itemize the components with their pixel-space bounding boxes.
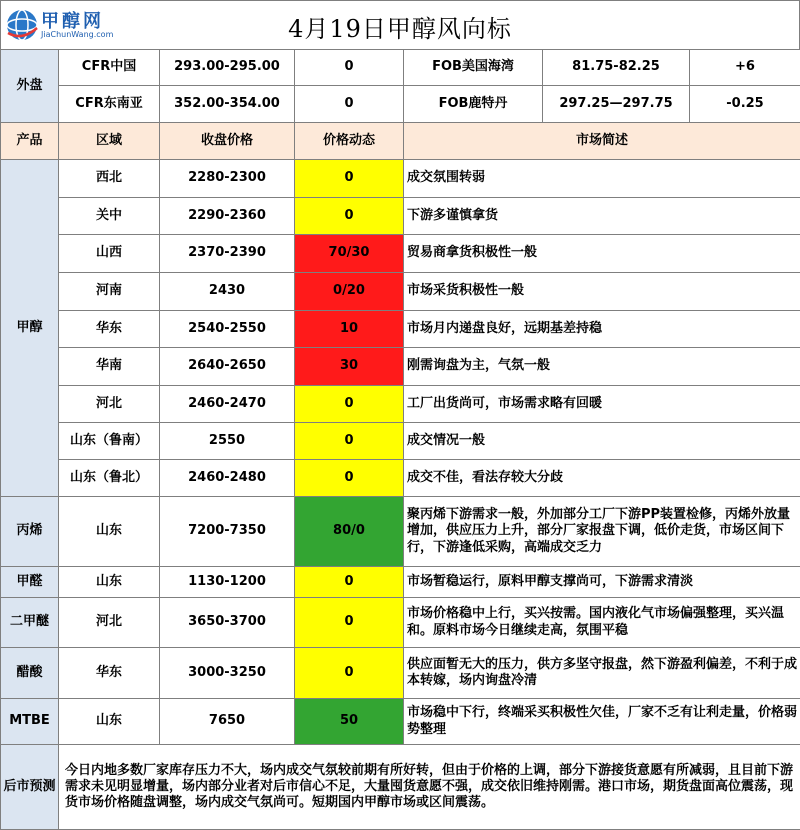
region-cell: 山东 [59,699,160,745]
product-row [1,648,800,699]
summary-cell: 工厂出货尚可，市场需求略有回暖 [404,386,800,423]
change-cell: 0 [295,460,404,497]
change-cell: 0 [295,160,404,198]
price-cell: 2280-2300 [160,160,295,198]
change-cell: 0 [295,598,404,648]
header-region: 区域 [59,123,160,160]
foreign-row [1,86,800,123]
region-cell: 山东（鲁南） [59,423,160,460]
price-cell: 1130-1200 [160,567,295,598]
summary-cell: 市场采货积极性一般 [404,273,800,311]
foreign-name: CFR东南亚 [59,86,160,123]
summary-cell: 市场暂稳运行，原料甲醇支撑尚可，下游需求清淡 [404,567,800,598]
methanol-row [1,460,800,497]
summary-cell: 成交情况一般 [404,423,800,460]
price-cell: 2540-2550 [160,311,295,348]
price-cell: 7650 [160,699,295,745]
header-product: 产品 [1,123,59,160]
region-cell: 山东 [59,567,160,598]
change-cell: 0 [295,386,404,423]
forecast-label: 后市预测 [1,745,59,830]
logo-name: 甲醇网 [41,7,104,33]
foreign-name: FOB美国海湾 [404,50,543,86]
change-cell: 30 [295,348,404,386]
foreign-label: 外盘 [1,50,59,123]
summary-cell: 供应面暂无大的压力，供方多坚守报盘，然下游盈利偏差，不利于成本转嫁，场内询盘冷清 [404,648,800,699]
product-cell: MTBE [1,699,59,745]
product-cell: 甲醛 [1,567,59,598]
change-cell: 10 [295,311,404,348]
price-cell: 2370-2390 [160,235,295,273]
foreign-price: 81.75-82.25 [543,50,690,86]
change-cell: 0 [295,648,404,699]
product-methanol: 甲醇 [1,160,59,497]
price-cell: 2430 [160,273,295,311]
methanol-row [1,160,800,198]
methanol-row [1,423,800,460]
region-cell: 河南 [59,273,160,311]
foreign-price: 293.00-295.00 [160,50,295,86]
methanol-row [1,311,800,348]
foreign-change: 0 [295,86,404,123]
summary-cell: 贸易商拿货积极性一般 [404,235,800,273]
methanol-row [1,348,800,386]
summary-cell: 刚需询盘为主，气氛一般 [404,348,800,386]
product-row [1,497,800,567]
foreign-change: +6 [690,50,800,86]
methanol-row [1,235,800,273]
price-cell: 7200-7350 [160,497,295,567]
product-row [1,567,800,598]
product-row [1,699,800,745]
region-cell: 关中 [59,198,160,235]
price-cell: 2550 [160,423,295,460]
change-cell: 0/20 [295,273,404,311]
price-cell: 2460-2470 [160,386,295,423]
region-cell: 河北 [59,386,160,423]
region-cell: 山东（鲁北） [59,460,160,497]
price-cell: 2640-2650 [160,348,295,386]
summary-cell: 市场价格稳中上行，买兴按需。国内液化气市场偏强整理，买兴温和。原料市场今日继续走高，氛围平稳 [404,598,800,648]
product-row [1,598,800,648]
price-cell: 3000-3250 [160,648,295,699]
change-cell: 0 [295,423,404,460]
price-cell: 3650-3700 [160,598,295,648]
change-cell: 50 [295,699,404,745]
methanol-row [1,198,800,235]
product-cell: 二甲醚 [1,598,59,648]
market-table [0,49,800,830]
region-cell: 华东 [59,648,160,699]
foreign-price: 352.00-354.00 [160,86,295,123]
region-cell: 华南 [59,348,160,386]
methanol-row [1,386,800,423]
methanol-row [1,273,800,311]
summary-cell: 市场稳中下行，终端采买积极性欠佳，厂家不乏有让利走量，价格弱势整理 [404,699,800,745]
foreign-change: -0.25 [690,86,800,123]
foreign-name: CFR中国 [59,50,160,86]
region-cell: 山西 [59,235,160,273]
summary-cell: 市场月内递盘良好，远期基差持稳 [404,311,800,348]
summary-cell: 聚丙烯下游需求一般，外加部分工厂下游PP装置检修，丙烯外放量增加，供应压力上升，部分厂家报盘下调，低价走货，市场区间下行，下游逢低采购，高端成交乏力 [404,497,800,567]
product-cell: 醋酸 [1,648,59,699]
summary-cell: 下游多谨慎拿货 [404,198,800,235]
region-cell: 山东 [59,497,160,567]
column-header-row [1,123,800,160]
region-cell: 华东 [59,311,160,348]
page-title: 4月19日甲醇风向标 [1,9,799,44]
change-cell: 80/0 [295,497,404,567]
summary-cell: 成交氛围转弱 [404,160,800,198]
header-summary: 市场简述 [404,123,800,160]
foreign-row [1,50,800,86]
logo-site: JiaChunWang.com [41,30,113,39]
header-price: 收盘价格 [160,123,295,160]
foreign-name: FOB鹿特丹 [404,86,543,123]
region-cell: 河北 [59,598,160,648]
region-cell: 西北 [59,160,160,198]
change-cell: 0 [295,567,404,598]
forecast-text: 今日内地多数厂家库存压力不大，场内成交气氛较前期有所好转，但由于价格的上调，部分下游接货意愿有所减弱，且目前下游需求未见明显增量，场内部分业者对后市信心不足，大量囤货意愿不强，成交依旧维持刚需。港口市场，期货盘面高位震荡，现货市场价格随盘调整，场内成交气氛尚可。短期国内甲醇市场或区间震荡。 [59,745,800,830]
price-cell: 2460-2480 [160,460,295,497]
change-cell: 0 [295,198,404,235]
foreign-change: 0 [295,50,404,86]
product-cell: 丙烯 [1,497,59,567]
price-cell: 2290-2360 [160,198,295,235]
header [0,0,800,50]
foreign-price: 297.25—297.75 [543,86,690,123]
change-cell: 70/30 [295,235,404,273]
forecast-row [1,745,800,830]
summary-cell: 成交不佳，看法存较大分歧 [404,460,800,497]
header-change: 价格动态 [295,123,404,160]
